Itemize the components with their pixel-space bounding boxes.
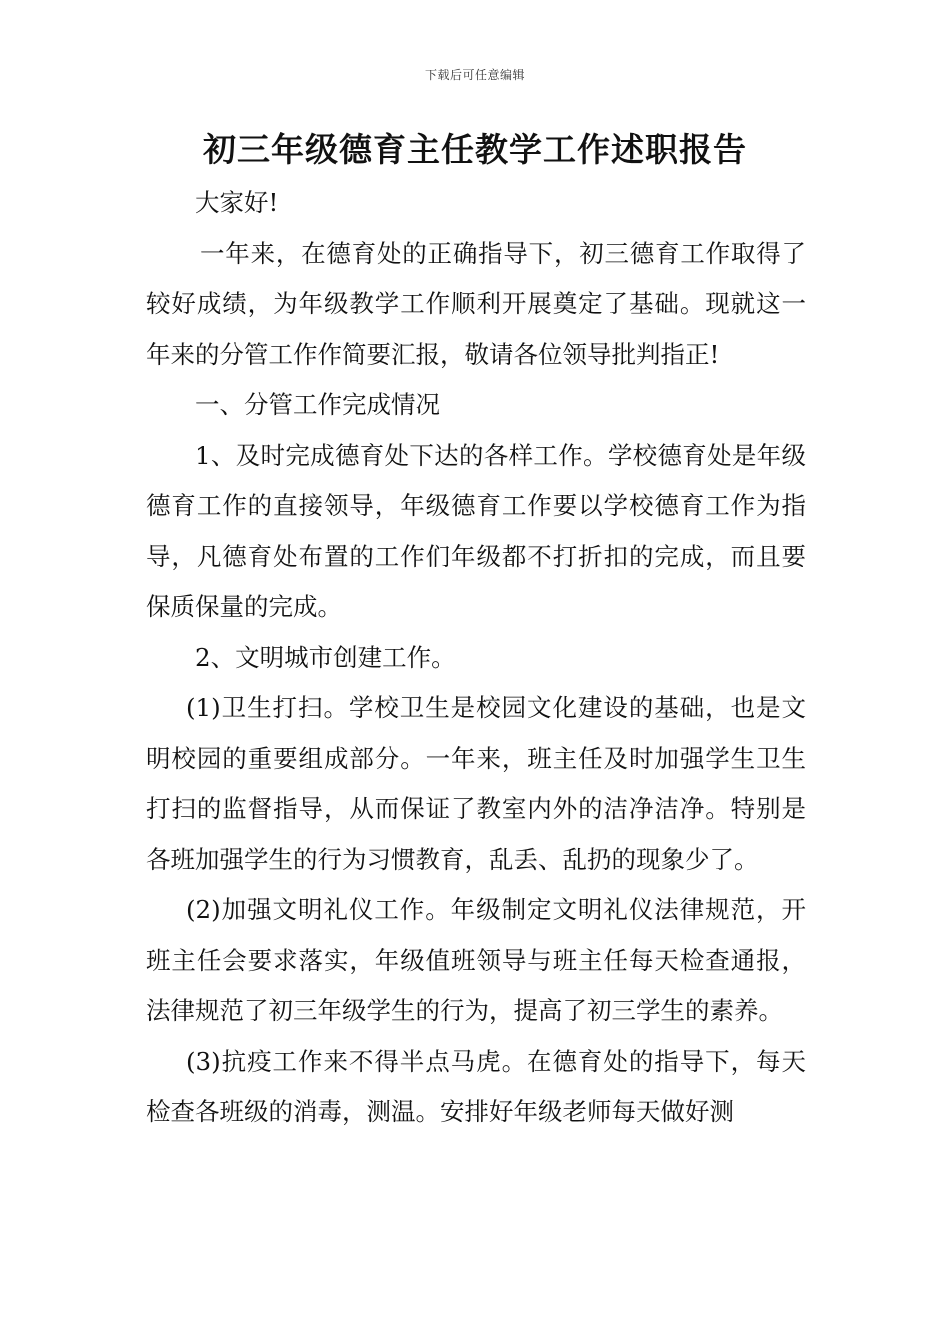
- greeting-paragraph: 大家好!: [195, 188, 279, 217]
- intro-paragraph: 一年来，在德育处的正确指导下，初三德育工作取得了较好成绩，为年级教学工作顺利开展奠定了基础。现就这一年来的分管工作作简要汇报，敬请各位领导批判指正!: [146, 238, 806, 369]
- section-heading-1: 一、分管工作完成情况: [195, 390, 440, 419]
- sub-item-1: (1)卫生打扫。学校卫生是校园文化建设的基础，也是文明校园的重要组成部分。一年来，班主任及时加强学生卫生打扫的监督指导，从而保证了教室内外的洁净洁净。特别是各班加强学生的行为习惯教育，乱丢、乱扔的现象少了。: [146, 693, 806, 874]
- document-body: [146, 178, 806, 1138]
- list-item-2: 2、文明城市创建工作。: [195, 642, 456, 672]
- list-item-1: 1、及时完成德育处下达的各样工作。学校德育处是年级德育工作的直接领导，年级德育工作要以学校德育工作为指导，凡德育处布置的工作们年级都不打折扣的完成，而且要保质保量的完成。: [146, 440, 806, 621]
- sub-item-3: (3)抗疫工作来不得半点马虎。在德育处的指导下，每天检查各班级的消毒，测温。安排好年级老师每天做好测: [146, 1046, 806, 1126]
- sub-item-2: (2)加强文明礼仪工作。年级制定文明礼仪法律规范，开班主任会要求落实，年级值班领导与班主任每天检查通报，法律规范了初三年级学生的行为，提高了初三学生的素养。: [146, 895, 806, 1025]
- document-title: 初三年级德育主任教学工作述职报告: [203, 130, 747, 169]
- header-note: 下载后可任意编辑: [424, 68, 525, 82]
